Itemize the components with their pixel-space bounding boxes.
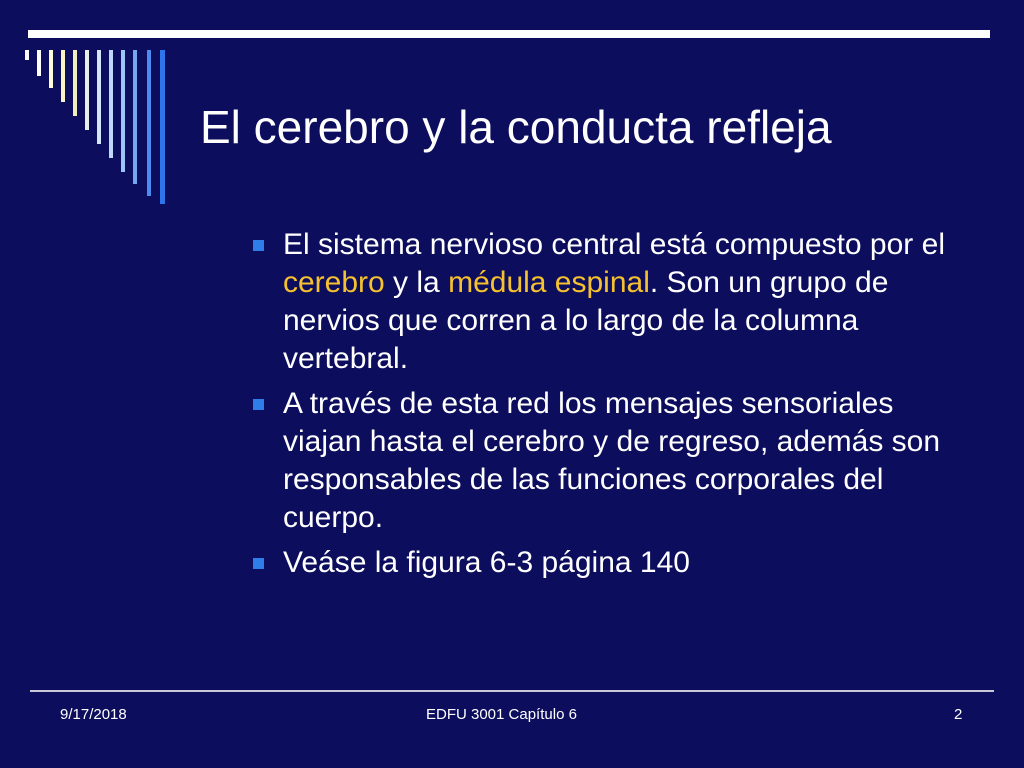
bullet-item [250, 226, 970, 378]
slide-title: El cerebro y la conducta refleja [200, 101, 832, 153]
bullet-text: Veáse la figura 6-3 página 140 [283, 546, 690, 579]
footer-course: EDFU 3001 Capítulo 6 [426, 706, 577, 723]
stripe [61, 50, 65, 102]
page-number: 2 [954, 706, 963, 723]
stripe [73, 50, 77, 116]
bullet-square-icon [253, 399, 264, 410]
bullet-item [250, 544, 970, 582]
stripe [147, 50, 151, 196]
footer-rule [30, 690, 994, 692]
stripe [37, 50, 41, 76]
bullet-text: y la [384, 266, 449, 299]
highlighted-term: cerebro [283, 266, 385, 299]
stripe [49, 50, 53, 88]
stripe [85, 50, 89, 130]
bullet-text: El sistema nervioso central está compuesto por el [283, 228, 945, 261]
bullet-text: A través de esta red los mensajes sensoriales viajan hasta el cerebro y de regreso, además son responsables de las funciones corporales del cuerpo. [283, 387, 941, 534]
stripe [97, 50, 101, 144]
highlighted-term: médula espinal [448, 266, 650, 299]
bullet-text: . Son un grupo de nervios que corren a lo largo de la columna vertebral. [283, 266, 889, 375]
stripe [109, 50, 113, 158]
stripe [133, 50, 137, 184]
bullet-item [250, 385, 970, 537]
bullet-list [250, 226, 970, 589]
stripe [25, 50, 29, 60]
bullet-square-icon [253, 558, 264, 569]
decorative-stripes [0, 0, 200, 220]
footer-date: 9/17/2018 [60, 706, 127, 723]
bullet-square-icon [253, 240, 264, 251]
stripe [160, 50, 165, 204]
stripe [121, 50, 125, 172]
